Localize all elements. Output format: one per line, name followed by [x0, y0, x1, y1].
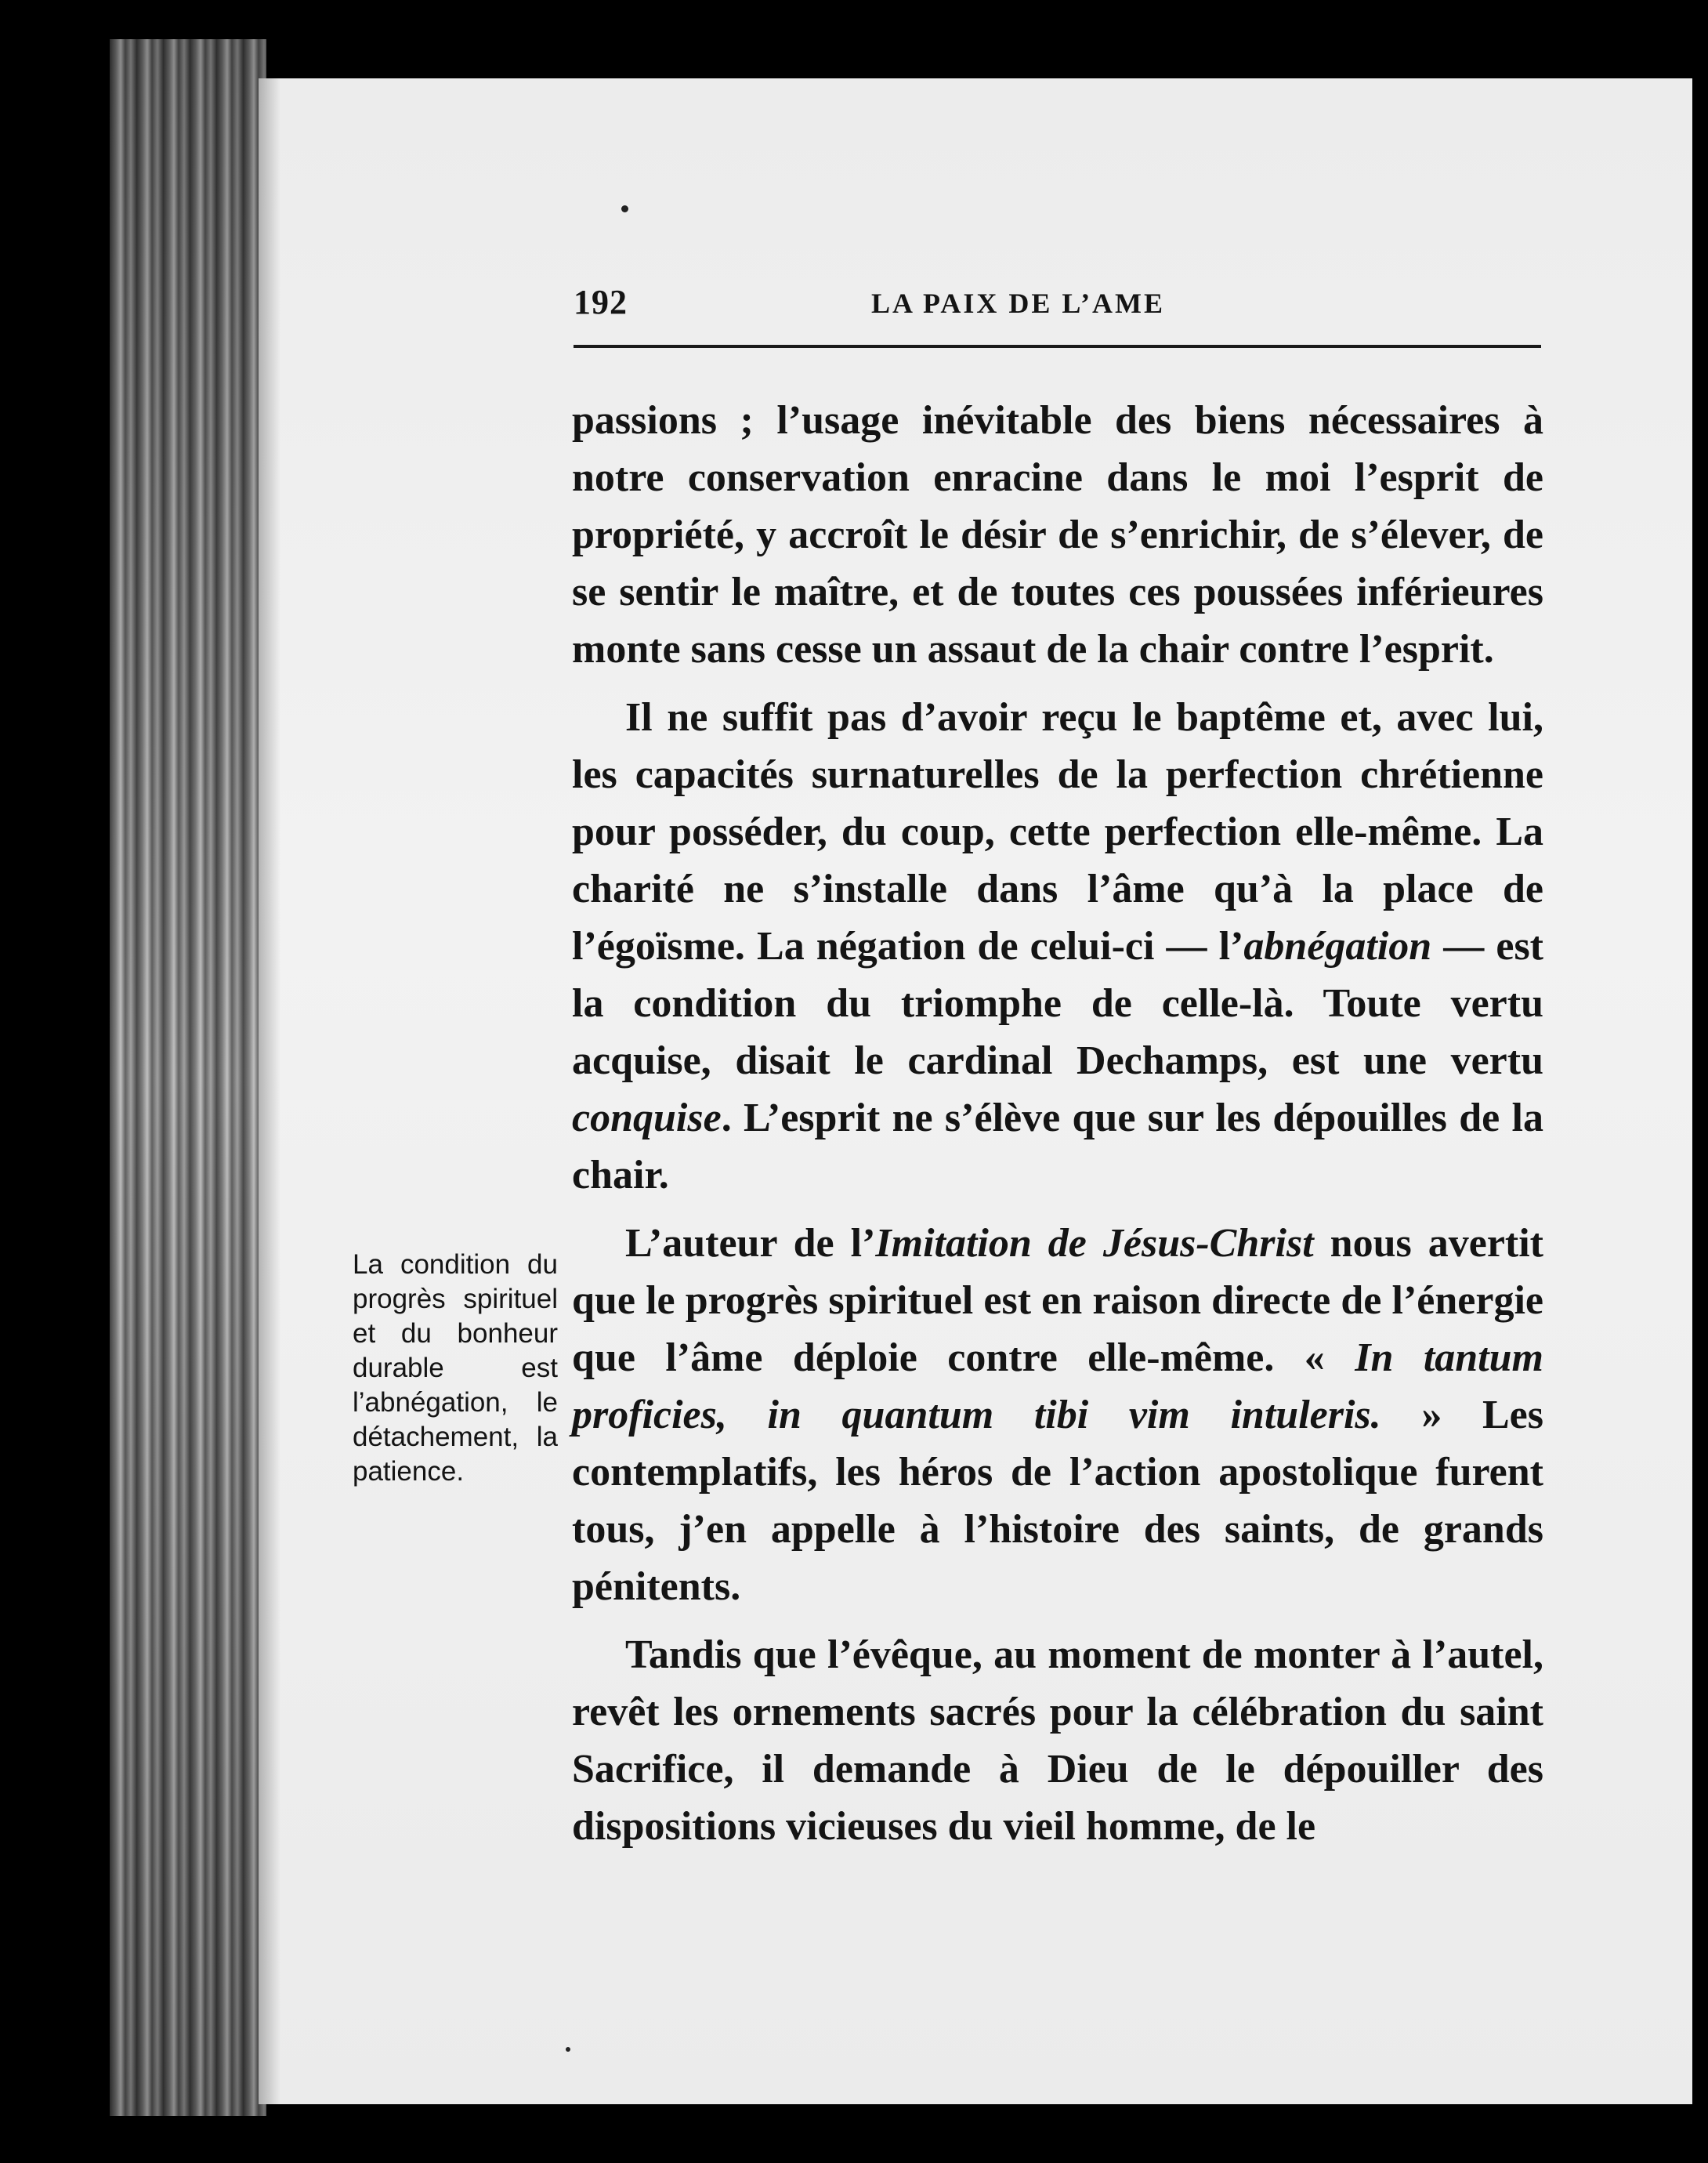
text-run: nous avertit que le progrès spirituel est en raison directe de l’énergie que l’âme déploie contre elle-même. «: [572, 1221, 1543, 1380]
marginal-note: La condition du progrès spirituel et du bonheur durable est l’abnégation, le détachement, la patience.: [353, 1249, 558, 1487]
text-run: Tandis que l’évêque, au moment de monter à l’autel, revêt les ornements sacrés pour la célébration du saint Sacrifice, il demande à Dieu de le dépouiller des dispositions vicieuses du vieil homme, de le: [572, 1632, 1543, 1849]
paragraph: [572, 1215, 1543, 1615]
running-title: LA PAIX DE L’AME: [871, 288, 1166, 319]
ink-speck: [621, 205, 628, 212]
italic-run: In tantum proficies, in quantum tibi vim intuleris.: [572, 1335, 1543, 1437]
paragraph: [572, 392, 1543, 678]
text-run: L’auteur de l’: [625, 1221, 876, 1266]
body-text: [572, 392, 1543, 1855]
paragraph: [572, 1626, 1543, 1855]
header-rule: [574, 345, 1541, 348]
text-run: — est la condition du triomphe de celle-là. Toute vertu acquise, disait le cardinal Dechamps, est une vertu: [572, 924, 1543, 1083]
text-run: Il ne suffit pas d’avoir reçu le baptême et, avec lui, les capacités surnaturelles de la perfection chrétienne pour posséder, du coup, cette perfection elle-même. La charité ne s’installe dans l’âme qu’à la place de l’égoïsme. La négation de celui-ci — l’: [572, 695, 1543, 969]
italic-run: abnégation: [1243, 924, 1432, 969]
page-number: 192: [574, 283, 628, 321]
italic-run: conquise: [572, 1096, 722, 1140]
text-run: . L’esprit ne s’élève que sur les dépouilles de la chair.: [572, 1096, 1543, 1197]
ink-speck: [566, 2047, 570, 2052]
italic-run: Imitation de Jésus-Christ: [875, 1221, 1314, 1266]
book-page-edges: [110, 39, 266, 2116]
running-header: [574, 282, 1537, 329]
text-run: passions ; l’usage inévitable des biens nécessaires à notre conservation enracine dans le moi l’esprit de propriété, y accroît le désir de s’enrichir, de s’élever, de se sentir le maître, et de toutes ces poussées inférieures monte sans cesse un assaut de la chair contre l’esprit.: [572, 398, 1543, 672]
paragraph: [572, 689, 1543, 1204]
gutter-shadow: [259, 78, 280, 2104]
text-run: » Les contemplatifs, les héros de l’action apostolique furent tous, j’en appelle à l’histoire des saints, de grands pénitents.: [572, 1393, 1543, 1609]
